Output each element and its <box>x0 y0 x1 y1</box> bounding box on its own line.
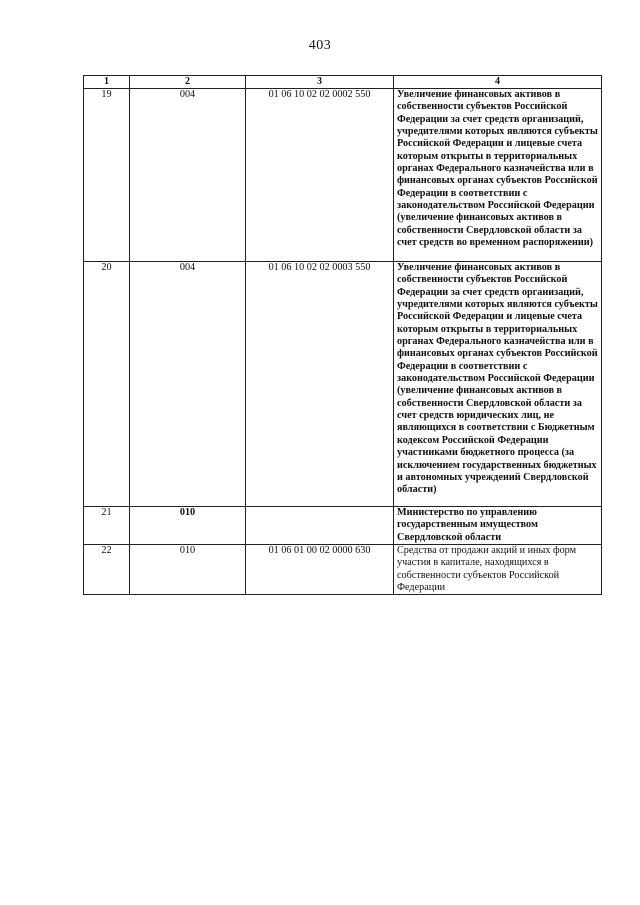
table-row <box>84 507 602 545</box>
column-header-1: 1 <box>84 76 130 89</box>
budget-classification-code <box>246 507 394 545</box>
row-number: 22 <box>84 545 130 595</box>
column-header-3: 3 <box>246 76 394 89</box>
administrator-code: 010 <box>130 545 246 595</box>
source-description: Увеличение финансовых активов в собственности субъектов Российской Федерации за счет средств организаций, учредителями которых являются субъекты Российской Федерации и лицевые счета которым открыты в территориальных органах Федерального казначейства или в финансовых органах субъектов Российской Федерации в соответствии с законодательством Российской Федерации (увеличение финансовых активов в собственности Свердловской области за счет средств во временном распоряжении) <box>394 89 602 262</box>
row-number: 20 <box>84 262 130 507</box>
row-number: 19 <box>84 89 130 262</box>
table-row <box>84 545 602 595</box>
budget-classification-code: 01 06 01 00 02 0000 630 <box>246 545 394 595</box>
page-number: 403 <box>308 38 332 53</box>
table-row <box>84 89 602 262</box>
budget-classification-code: 01 06 10 02 02 0002 550 <box>246 89 394 262</box>
administrator-code: 004 <box>130 89 246 262</box>
budget-classification-code: 01 06 10 02 02 0003 550 <box>246 262 394 507</box>
column-header-4: 4 <box>394 76 602 89</box>
table-row <box>84 262 602 507</box>
row-number: 21 <box>84 507 130 545</box>
table-header-row <box>84 76 602 89</box>
source-description: Средства от продажи акций и иных форм участия в капитале, находящихся в собственности субъектов Российской Федерации <box>394 545 602 595</box>
administrator-name: Министерство по управлению государственным имуществом Свердловской области <box>394 507 602 545</box>
source-description: Увеличение финансовых активов в собственности субъектов Российской Федерации за счет средств организаций, учредителями которых являются субъекты Российской Федерации и лицевые счета которым открыты в территориальных органах Федерального казначейства или в финансовых органах субъектов Российской Федерации в соответствии с законодательством Российской Федерации (увеличение финансовых активов в собственности Свердловской области за счет средств юридических лиц, не являющихся в соответствии с Бюджетным кодексом Российской Федерации участниками бюджетного процесса (за исключением государственных бюджетных и автономных учреждений Свердловской области) <box>394 262 602 507</box>
administrator-code: 004 <box>130 262 246 507</box>
administrator-code: 010 <box>130 507 246 545</box>
budget-codes-table <box>83 75 602 595</box>
column-header-2: 2 <box>130 76 246 89</box>
